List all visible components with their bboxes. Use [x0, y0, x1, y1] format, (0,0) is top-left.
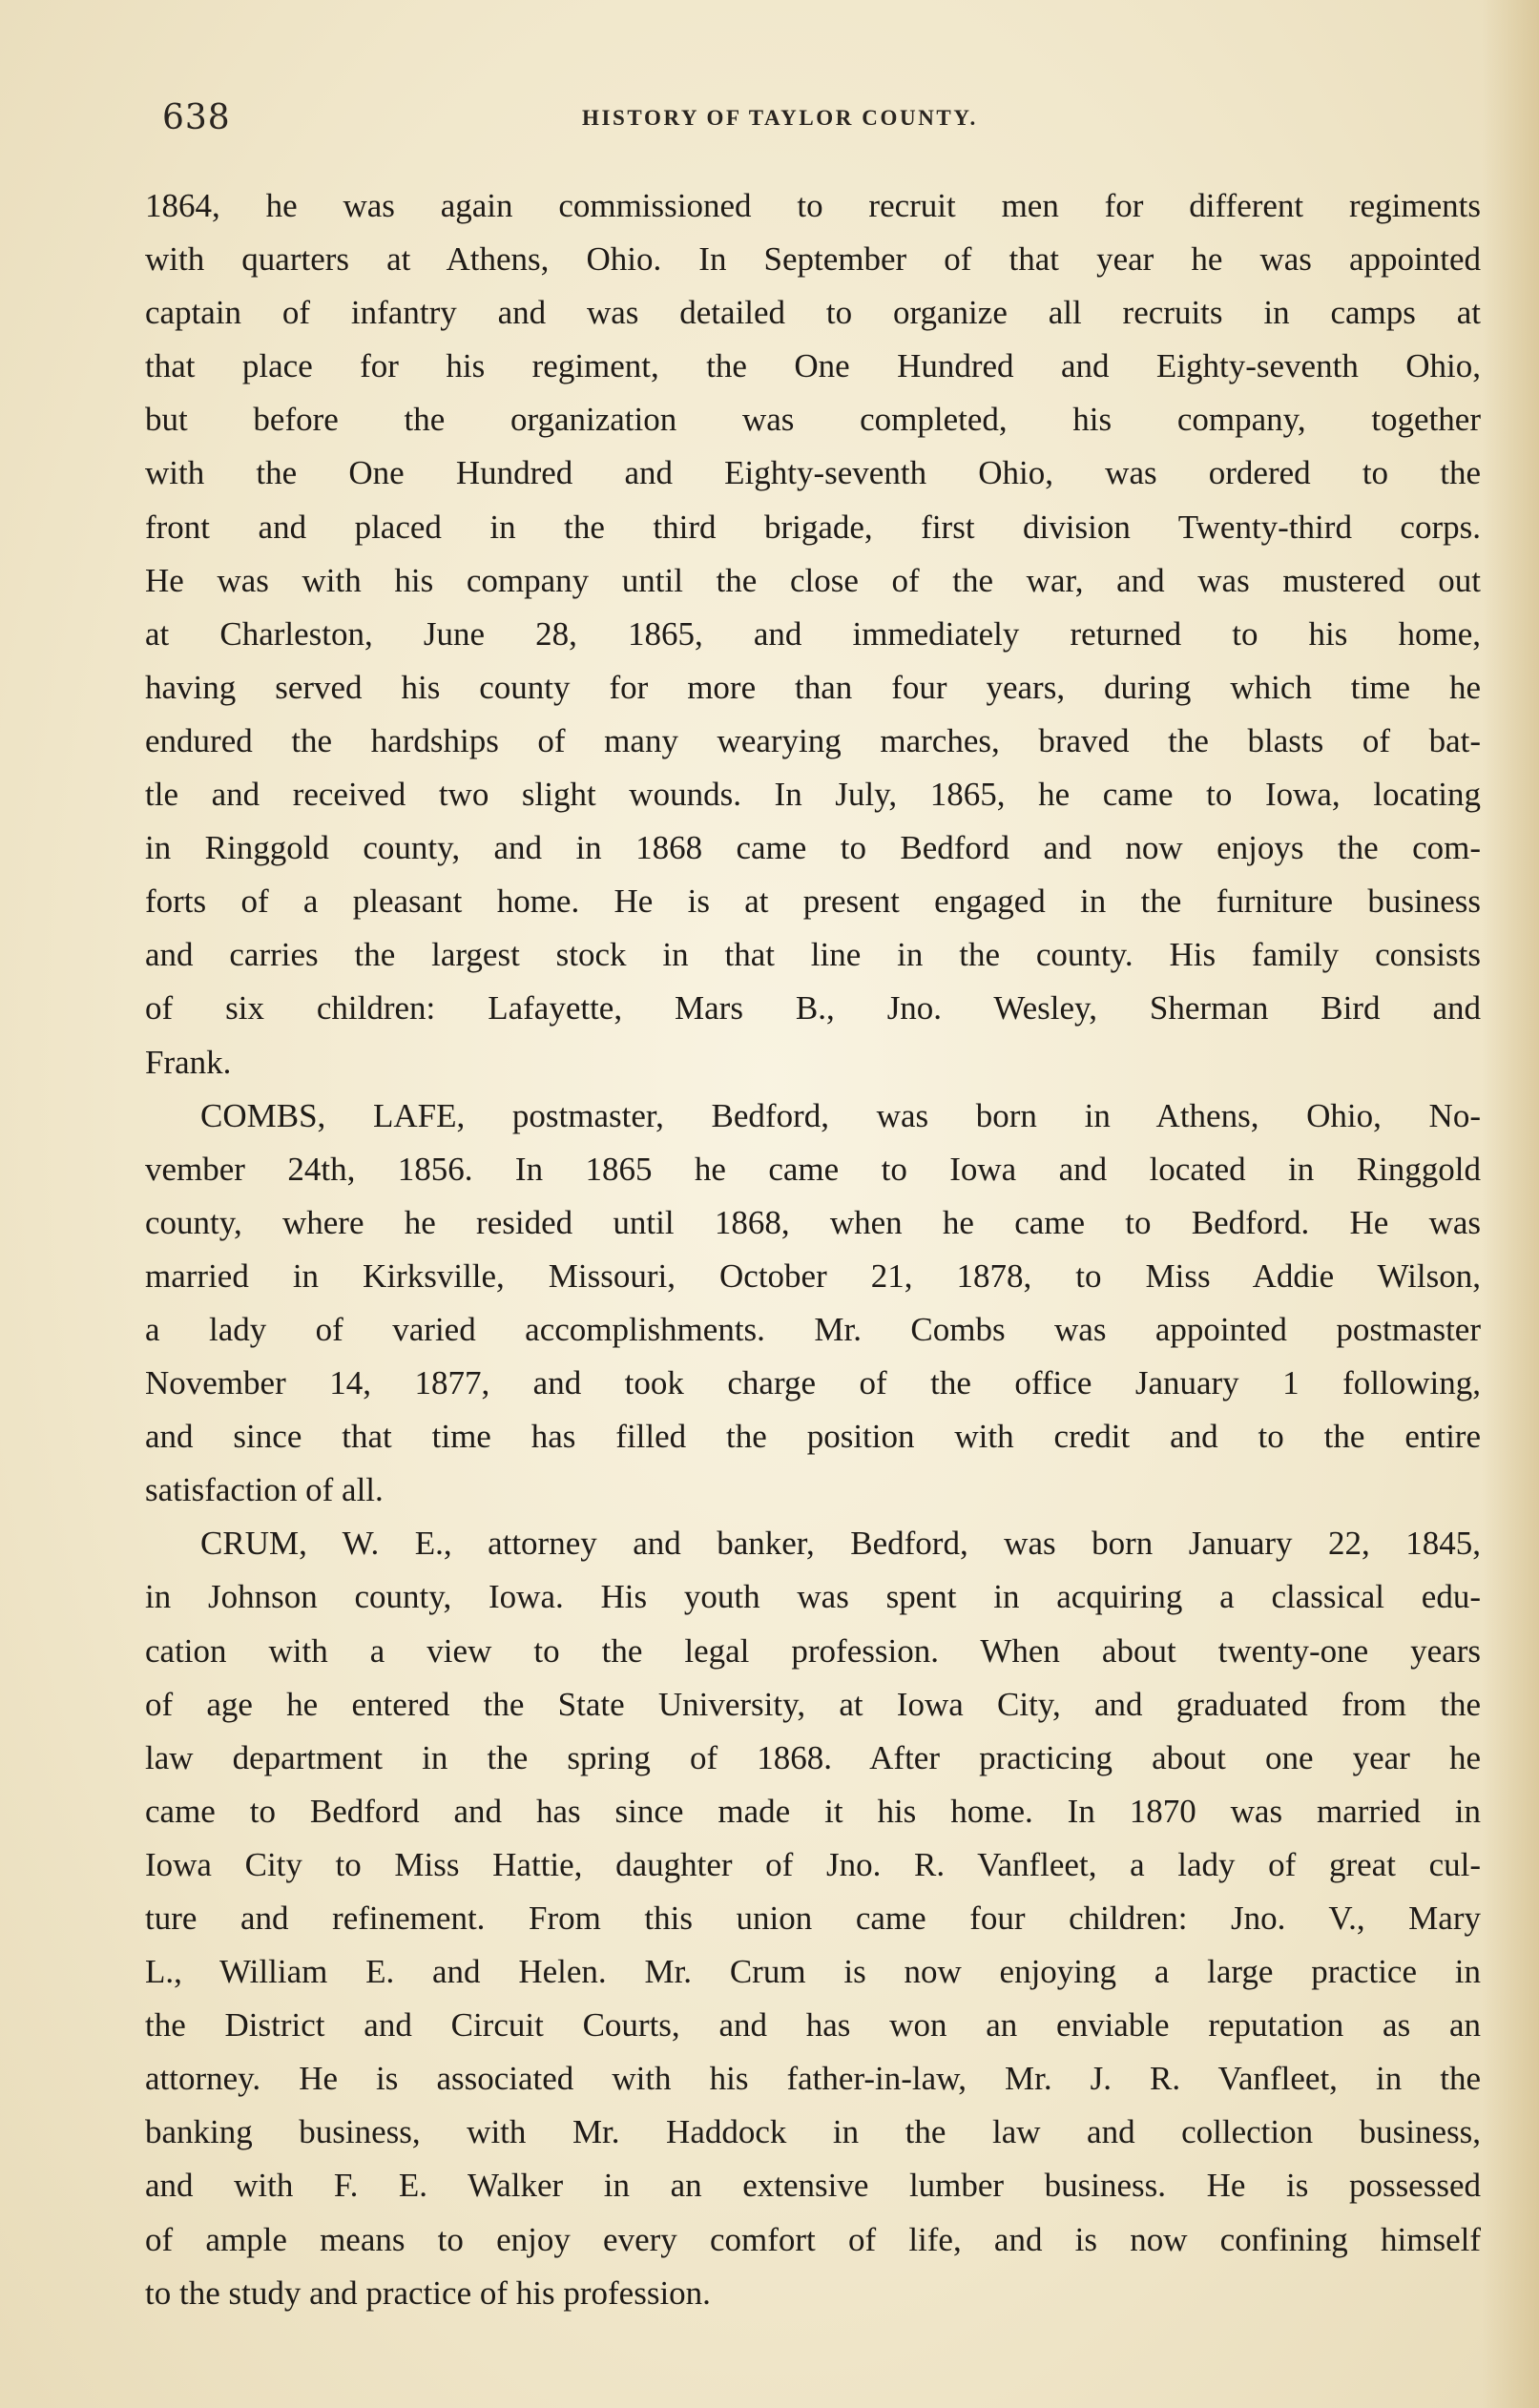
text-line: the District and Circuit Courts, and has won an enviable reputation as an: [145, 2006, 1481, 2045]
text-line: captain of infantry and was detailed to organize all recruits in camps at: [145, 294, 1481, 332]
text-line: and since that time has filled the position with credit and to the entire: [145, 1418, 1481, 1456]
text-line: ture and refinement. From this union came four children: Jno. V., Mary: [145, 1899, 1481, 1937]
text-line: that place for his regiment, the One Hundred and Eighty-seventh Ohio,: [145, 347, 1481, 385]
running-title: HISTORY OF TAYLOR COUNTY.: [582, 106, 978, 130]
text-line: of age he entered the State University, at Iowa City, and graduated from the: [145, 1685, 1481, 1723]
text-line: county, where he resided until 1868, when he came to Bedford. He was: [145, 1203, 1481, 1241]
text-line: 1864, he was again commissioned to recruit men for different regiments: [145, 187, 1481, 224]
text-line: forts of a pleasant home. He is at present engaged in the furniture business: [145, 882, 1481, 921]
text-line: He was with his company until the close of the war, and was mustered out: [145, 561, 1481, 599]
text-line: front and placed in the third brigade, first division Twenty-third corps.: [145, 508, 1481, 546]
text-line: vember 24th, 1856. In 1865 he came to Iowa and located in Ringgold: [145, 1150, 1481, 1188]
text-line: of ample means to enjoy every comfort of life, and is now confining himself: [145, 2220, 1481, 2258]
text-line: L., William E. and Helen. Mr. Crum is now enjoying a large practice in: [145, 1953, 1481, 1991]
text-line: but before the organization was completed, his company, together: [145, 401, 1481, 439]
text-line: COMBS, LAFE, postmaster, Bedford, was born in Athens, Ohio, No-: [200, 1096, 1481, 1134]
text-line: banking business, with Mr. Haddock in the law and collection business,: [145, 2113, 1481, 2151]
text-line: tle and received two slight wounds. In July, 1865, he came to Iowa, locating: [145, 776, 1481, 814]
text-line: in Ringgold county, and in 1868 came to Bedford and now enjoys the com-: [145, 829, 1481, 867]
page-edge-shading: [1482, 0, 1539, 2408]
text-line: and with F. E. Walker in an extensive lumber business. He is possessed: [145, 2167, 1481, 2205]
body-text: [145, 179, 1481, 2320]
text-line: Frank.: [145, 1043, 232, 1081]
text-line: endured the hardships of many wearying marches, braved the blasts of bat-: [145, 721, 1481, 759]
text-line: and carries the largest stock in that line in the county. His family consists: [145, 936, 1481, 974]
text-line: with the One Hundred and Eighty-seventh Ohio, was ordered to the: [145, 454, 1481, 492]
text-line: a lady of varied accomplishments. Mr. Combs was appointed postmaster: [145, 1310, 1481, 1348]
text-line: of six children: Lafayette, Mars B., Jno. Wesley, Sherman Bird and: [145, 989, 1481, 1028]
text-line: came to Bedford and has since made it his home. In 1870 was married in: [145, 1792, 1481, 1830]
text-line: satisfaction of all.: [145, 1471, 384, 1509]
text-line: with quarters at Athens, Ohio. In September of that year he was appointed: [145, 240, 1481, 279]
text-line: Iowa City to Miss Hattie, daughter of Jno. R. Vanfleet, a lady of great cul-: [145, 1845, 1481, 1883]
text-line: cation with a view to the legal profession. When about twenty-one years: [145, 1631, 1481, 1670]
page-number: 638: [162, 98, 231, 137]
text-line: married in Kirksville, Missouri, October 21, 1878, to Miss Addie Wilson,: [145, 1256, 1481, 1295]
text-line: attorney. He is associated with his father-in-law, Mr. J. R. Vanfleet, in the: [145, 2060, 1481, 2098]
page-header: [162, 98, 1474, 146]
text-line: in Johnson county, Iowa. His youth was spent in acquiring a classical edu-: [145, 1578, 1481, 1616]
text-line: CRUM, W. E., attorney and banker, Bedford, was born January 22, 1845,: [200, 1525, 1481, 1563]
text-line: November 14, 1877, and took charge of the office January 1 following,: [145, 1364, 1481, 1402]
text-line: having served his county for more than four years, during which time he: [145, 668, 1481, 706]
text-line: law department in the spring of 1868. After practicing about one year he: [145, 1738, 1481, 1776]
text-line: at Charleston, June 28, 1865, and immediately returned to his home,: [145, 614, 1481, 653]
text-line: to the study and practice of his profession.: [145, 2273, 711, 2312]
